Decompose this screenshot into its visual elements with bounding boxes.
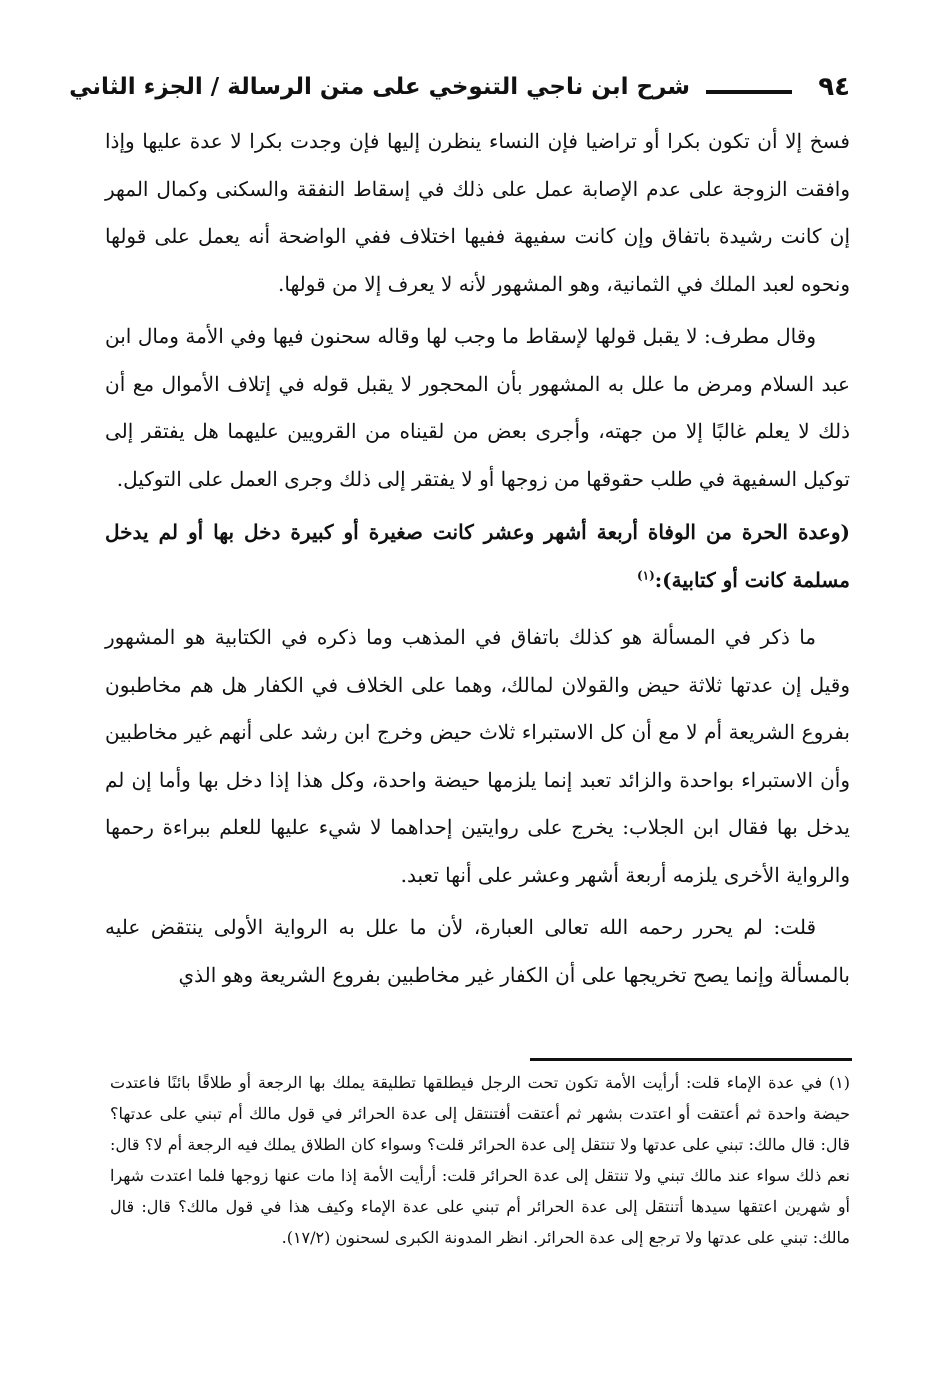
footnote-text: (١) في عدة الإماء قلت: أرأيت الأمة تكون تحت الرجل فيطلقها تطليقة يملك بها الرجعة أو طلاقًا بائنًا فاعتدت حيضة واحدة ثم أعتقت أو اعتدت بشهر ثم أعتقت أفتنتقل إلى عدة الحرائر في قول مالك أم تبني على عدتها؟ قال: قال مالك: تبني على عدتها ولا تنتقل إلى عدة الحرائر قلت؟ وسواء كان الطلاق يملك فيه الرجعة أم لا؟ قال: نعم ذلك سواء عند مالك تبني ولا تنتقل إلى عدة الحرائر قلت: أرأيت الأمة إذا مات عنها زوجها فلما اعتدت شهرا أو شهرين اعتقها سيدها أتنتقل إلى عدة الحرائر أم تبني على عدة الإماء وكيف هذا في قول مالك؟ قال: قال مالك: تبني على عدتها ولا ترجع إلى عدة الحرائر. انظر المدونة الكبرى لسحنون (١٧/٢). xyxy=(110,1073,850,1247)
running-title: شرح ابن ناجي التنوخي على متن الرسالة / الجزء الثاني xyxy=(69,74,690,100)
footnote-reference: (١) xyxy=(636,567,655,582)
matn-quote xyxy=(105,509,850,604)
main-text xyxy=(105,118,850,999)
footnote xyxy=(110,1067,850,1253)
page-number: ٩٤ xyxy=(818,72,850,102)
page-header xyxy=(69,66,850,114)
paragraph-3: ما ذكر في المسألة هو كذلك باتفاق في المذهب وما ذكره في الكتابية هو المشهور وقيل إن عدتها ثلاثة حيض والقولان لمالك، وهما على الخلاف في الكفار هل هم مخاطبون بفروع الشريعة أم لا مع أن كل الاستبراء ثلاث حيض وخرج ابن رشد على أنهم غير مخاطبين وأن الاستبراء بواحدة والزائد تعبد إنما يلزمها حيضة واحدة، وكل هذا إذا دخل بها وأما إن لم يدخل بها فقال ابن الجلاب: يخرج على روايتين إحداهما لا شيء عليها للعلم ببراءة رحمها والرواية الأخرى يلزمه أربعة أشهر وعشر على أنها تعبد. xyxy=(105,625,850,887)
header-rule xyxy=(706,90,792,94)
matn-text: (وعدة الحرة من الوفاة أربعة أشهر وعشر كانت صغيرة أو كبيرة دخل بها أو لم يدخل مسلمة كانت أو كتابية): xyxy=(105,520,850,592)
paragraph-2: وقال مطرف: لا يقبل قولها لإسقاط ما وجب لها وقاله سحنون فيها وفي الأمة ومال ابن عبد السلام ومرض ما علل به المشهور بأن المحجور لا يقبل قوله في إتلاف الأموال مع أن ذلك لا يعلم غالبًا إلا من جهته، وأجرى بعض من لقيناه من القرويين عليهما هل يفتقر إلى توكيل السفيهة في طلب حقوقها من زوجها أو لا يفتقر إلى ذلك وجرى العمل على التوكيل. xyxy=(105,324,850,491)
paragraph-4: قلت: لم يحرر رحمه الله تعالى العبارة، لأن ما علل به الرواية الأولى ينتقض عليه بالمسألة وإنما يصح تخريجها على أن الكفار غير مخاطبين بفروع الشريعة وهو الذي xyxy=(105,915,850,987)
paragraph-1: فسخ إلا أن تكون بكرا أو تراضيا فإن النساء ينظرن إليها فإن وجدت بكرا لا عدة عليها وإذا وافقت الزوجة على عدم الإصابة عمل على ذلك في إسقاط النفقة والسكنى وكمال المهر إن كانت رشيدة باتفاق وإن كانت سفيهة ففيها اختلاف ففي الواضحة أنه يعمل على قولها ونحوه لعبد الملك في الثمانية، وهو المشهور لأنه لا يعرف إلا من قولها. xyxy=(105,129,850,296)
footnote-divider xyxy=(530,1058,852,1061)
